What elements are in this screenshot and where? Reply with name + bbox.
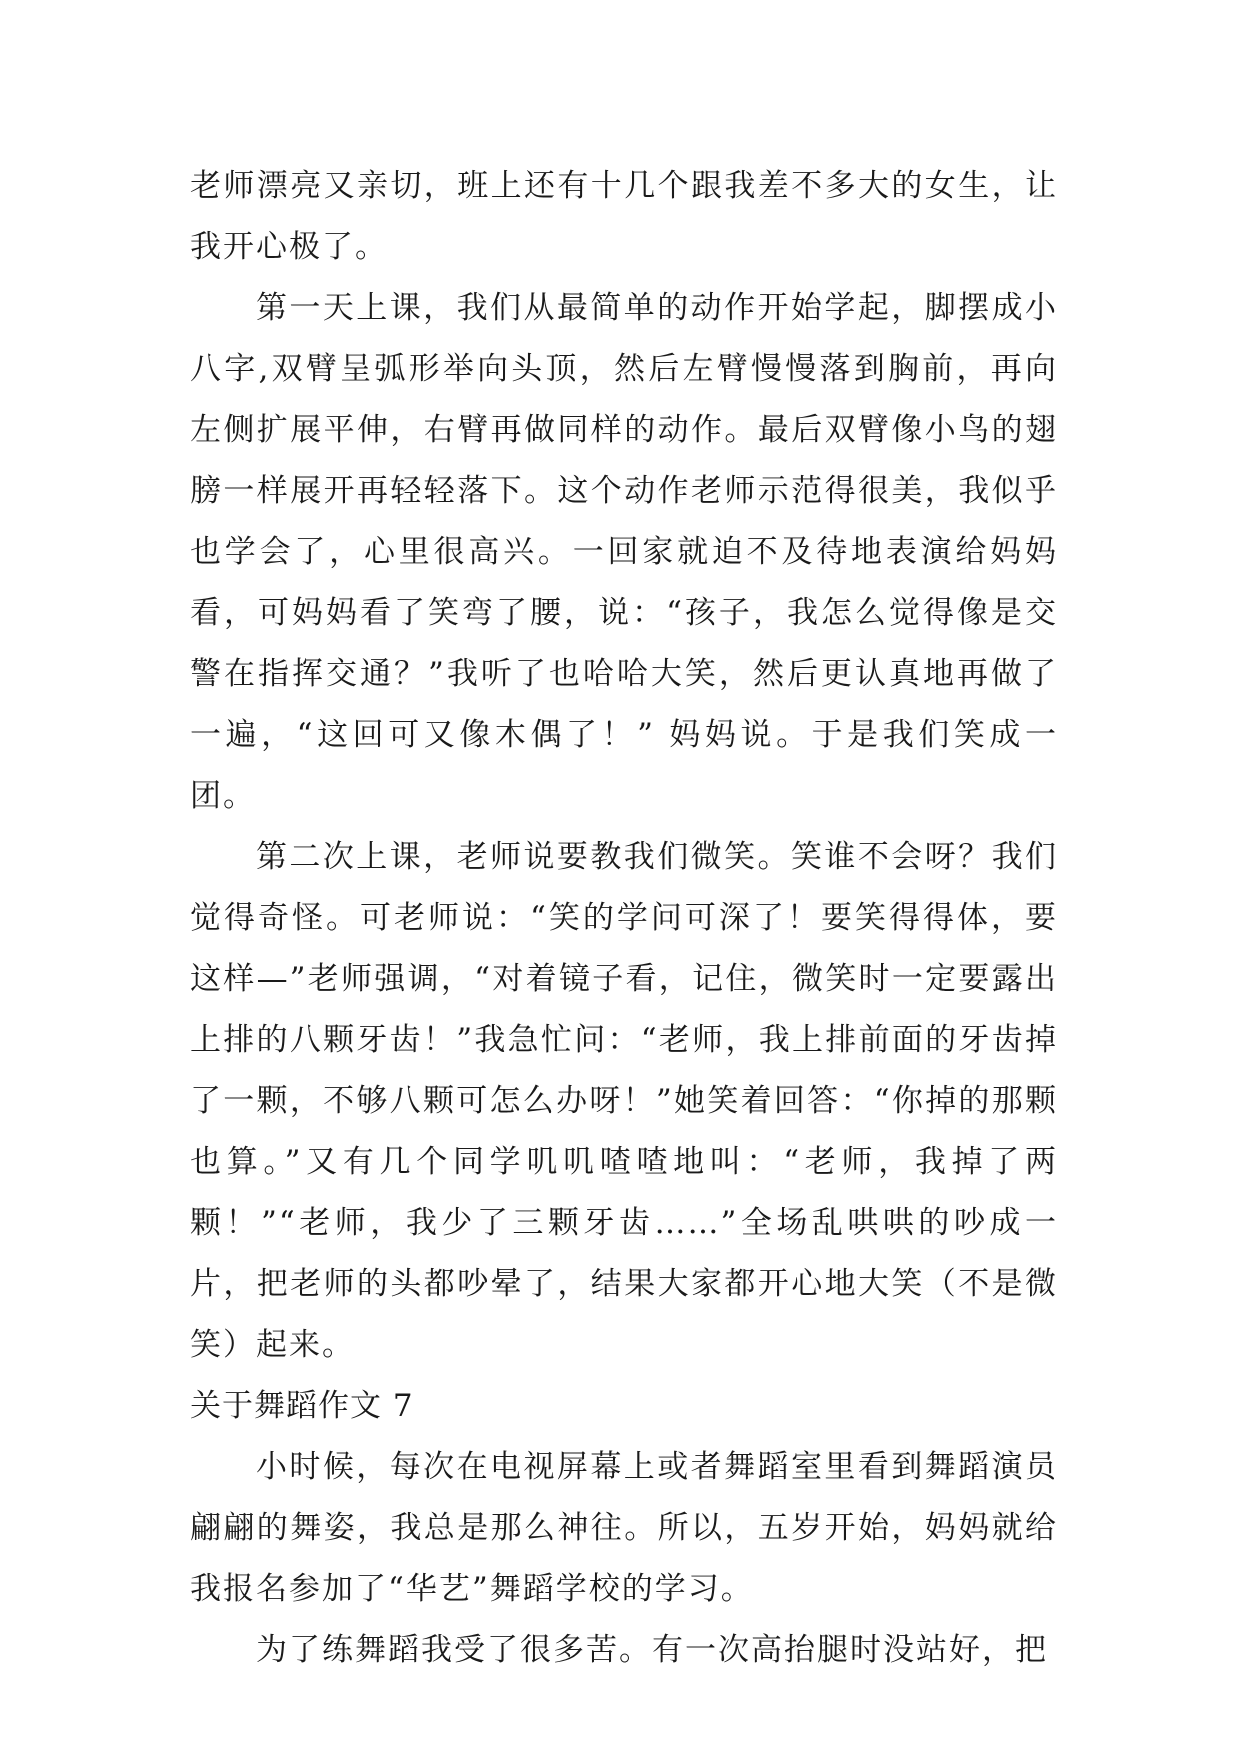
document-body [190,156,1058,1681]
paragraph-practice: 为了练舞蹈我受了很多苦。有一次高抬腿时没站好，把 [256,1632,1048,1668]
paragraph-childhood: 小时候，每次在电视屏幕上或者舞蹈室里看到舞蹈演员翩翩的舞姿，我总是那么神往。所以，五岁开始，妈妈就给我报名参加了“华艺”舞蹈学校的学习。 [190,1449,1058,1607]
paragraph-continued: 老师漂亮又亲切，班上还有十几个跟我差不多大的女生，让我开心极了。 [190,168,1058,265]
paragraph-first-class: 第一天上课，我们从最简单的动作开始学起，脚摆成小八字,双臂呈弧形举向头顶，然后左臂慢慢落到胸前，再向左侧扩展平伸，右臂再做同样的动作。最后双臂像小鸟的翅膀一样展开再轻轻落下。这个动作老师示范得很美，我似乎也学会了，心里很高兴。一回家就迫不及待地表演给妈妈看，可妈妈看了笑弯了腰，说：“孩子，我怎么觉得像是交警在指挥交通？”我听了也哈哈大笑，然后更认真地再做了一遍，“这回可又像木偶了！” 妈妈说。于是我们笑成一团。 [190,290,1058,814]
paragraph-second-class: 第二次上课，老师说要教我们微笑。笑谁不会呀？我们觉得奇怪。可老师说：“笑的学问可深了！要笑得得体，要这样—”老师强调，“对着镜子看，记住，微笑时一定要露出上排的八颗牙齿！”我急忙问：“老师，我上排前面的牙齿掉了一颗，不够八颗可怎么办呀！”她笑着回答：“你掉的那颗也算。”又有几个同学叽叽喳喳地叫：“老师，我掉了两颗！”“老师，我少了三颗牙齿……”全场乱哄哄的吵成一片，把老师的头都吵晕了，结果大家都开心地大笑（不是微笑）起来。 [190,839,1058,1363]
section-title: 关于舞蹈作文 7 [190,1388,414,1424]
